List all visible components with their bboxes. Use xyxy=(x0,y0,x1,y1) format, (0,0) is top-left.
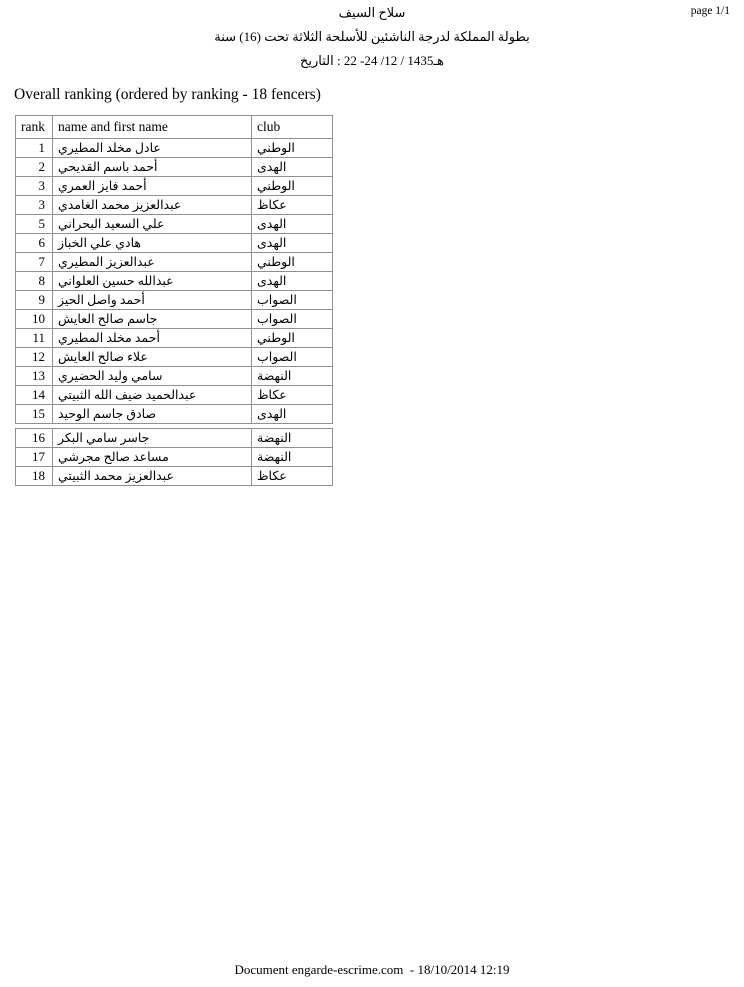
rank-cell: 3 xyxy=(16,196,53,215)
club-cell: الهدى xyxy=(252,272,333,291)
table-row xyxy=(16,196,333,215)
fencer-name-cell: أحمد واصل الحيز xyxy=(53,291,252,310)
ranking-section-title: Overall ranking (ordered by ranking - 18 fencers) xyxy=(14,86,321,103)
rank-cell: 11 xyxy=(16,329,53,348)
fencer-name-cell: أحمد مخلد المطيري xyxy=(53,329,252,348)
table-row xyxy=(16,158,333,177)
rank-cell: 17 xyxy=(16,448,53,467)
rank-cell: 3 xyxy=(16,177,53,196)
fencer-name-cell: جاسر سامي البكر xyxy=(53,429,252,448)
rank-cell: 16 xyxy=(16,429,53,448)
name-column-header: name and first name xyxy=(53,116,252,139)
table-header-row xyxy=(16,116,333,139)
fencer-name-cell: جاسم صالح العايش xyxy=(53,310,252,329)
table-row xyxy=(16,329,333,348)
rank-cell: 9 xyxy=(16,291,53,310)
fencer-name-cell: سامي وليد الحضيري xyxy=(53,367,252,386)
club-cell: الهدى xyxy=(252,158,333,177)
club-cell: عكاظ xyxy=(252,467,333,486)
rank-cell: 15 xyxy=(16,405,53,424)
table-row xyxy=(16,467,333,486)
table-row xyxy=(16,177,333,196)
club-cell: الصواب xyxy=(252,348,333,367)
table-row xyxy=(16,448,333,467)
table-row xyxy=(16,215,333,234)
club-cell: الصواب xyxy=(252,291,333,310)
rank-cell: 14 xyxy=(16,386,53,405)
table-row xyxy=(16,405,333,424)
club-cell: الوطني xyxy=(252,253,333,272)
club-cell: الهدى xyxy=(252,234,333,253)
document-header xyxy=(0,1,744,73)
fencer-name-cell: صادق جاسم الوحيد xyxy=(53,405,252,424)
fencer-name-cell: عبدالعزيز محمد الثبيتي xyxy=(53,467,252,486)
club-cell: الوطني xyxy=(252,329,333,348)
fencer-name-cell: أحمد باسم القديحي xyxy=(53,158,252,177)
rank-cell: 10 xyxy=(16,310,53,329)
ranking-table-block-2 xyxy=(15,428,333,486)
club-cell: النهضة xyxy=(252,448,333,467)
club-column-header: club xyxy=(252,116,333,139)
title-championship: بطولة المملكة لدرجة الناشئين للأسلحة الثلاثة تحت (16) سنة xyxy=(214,29,530,44)
club-cell: النهضة xyxy=(252,429,333,448)
table-row xyxy=(16,139,333,158)
club-cell: الهدى xyxy=(252,405,333,424)
table-row xyxy=(16,272,333,291)
club-cell: الهدى xyxy=(252,215,333,234)
club-cell: الصواب xyxy=(252,310,333,329)
rank-cell: 6 xyxy=(16,234,53,253)
title-date: التاريخ : ‎22 -24 /12 / 1435هـ xyxy=(299,53,445,68)
overall-ranking-table xyxy=(15,115,332,486)
ranking-table-block-1 xyxy=(15,115,333,424)
rank-cell: 8 xyxy=(16,272,53,291)
fencer-name-cell: هادي علي الخباز xyxy=(53,234,252,253)
fencer-name-cell: عبدالله حسين العلواني xyxy=(53,272,252,291)
rank-cell: 7 xyxy=(16,253,53,272)
club-cell: عكاظ xyxy=(252,196,333,215)
fencer-name-cell: عبدالحميد ضيف الله الثبيتي xyxy=(53,386,252,405)
club-cell: عكاظ xyxy=(252,386,333,405)
page-number-label: page 1/1 xyxy=(690,5,730,17)
table-row xyxy=(16,234,333,253)
rank-cell: 2 xyxy=(16,158,53,177)
club-cell: النهضة xyxy=(252,367,333,386)
rank-cell: 5 xyxy=(16,215,53,234)
table-row xyxy=(16,386,333,405)
table-row xyxy=(16,429,333,448)
table-row xyxy=(16,348,333,367)
rank-cell: 12 xyxy=(16,348,53,367)
rank-cell: 18 xyxy=(16,467,53,486)
fencer-name-cell: عبدالعزيز المطيري xyxy=(53,253,252,272)
fencer-name-cell: مساعد صالح مجرشي xyxy=(53,448,252,467)
rank-cell: 1 xyxy=(16,139,53,158)
table-row xyxy=(16,367,333,386)
fencer-name-cell: عادل مخلد المطيري xyxy=(53,139,252,158)
document-footer: Document engarde-escrime.com - 18/10/2014 12:19 xyxy=(234,962,510,977)
rank-column-header: rank xyxy=(16,116,53,139)
fencer-name-cell: علي السعيد البحراني xyxy=(53,215,252,234)
title-weapon: سلاح السيف xyxy=(338,5,406,20)
club-cell: الوطني xyxy=(252,177,333,196)
table-row xyxy=(16,310,333,329)
table-row xyxy=(16,291,333,310)
table-row xyxy=(16,253,333,272)
rank-cell: 13 xyxy=(16,367,53,386)
fencer-name-cell: أحمد فايز العمري xyxy=(53,177,252,196)
club-cell: الوطني xyxy=(252,139,333,158)
fencer-name-cell: عبدالعزيز محمد الغامدي xyxy=(53,196,252,215)
fencer-name-cell: علاء صالح العايش xyxy=(53,348,252,367)
